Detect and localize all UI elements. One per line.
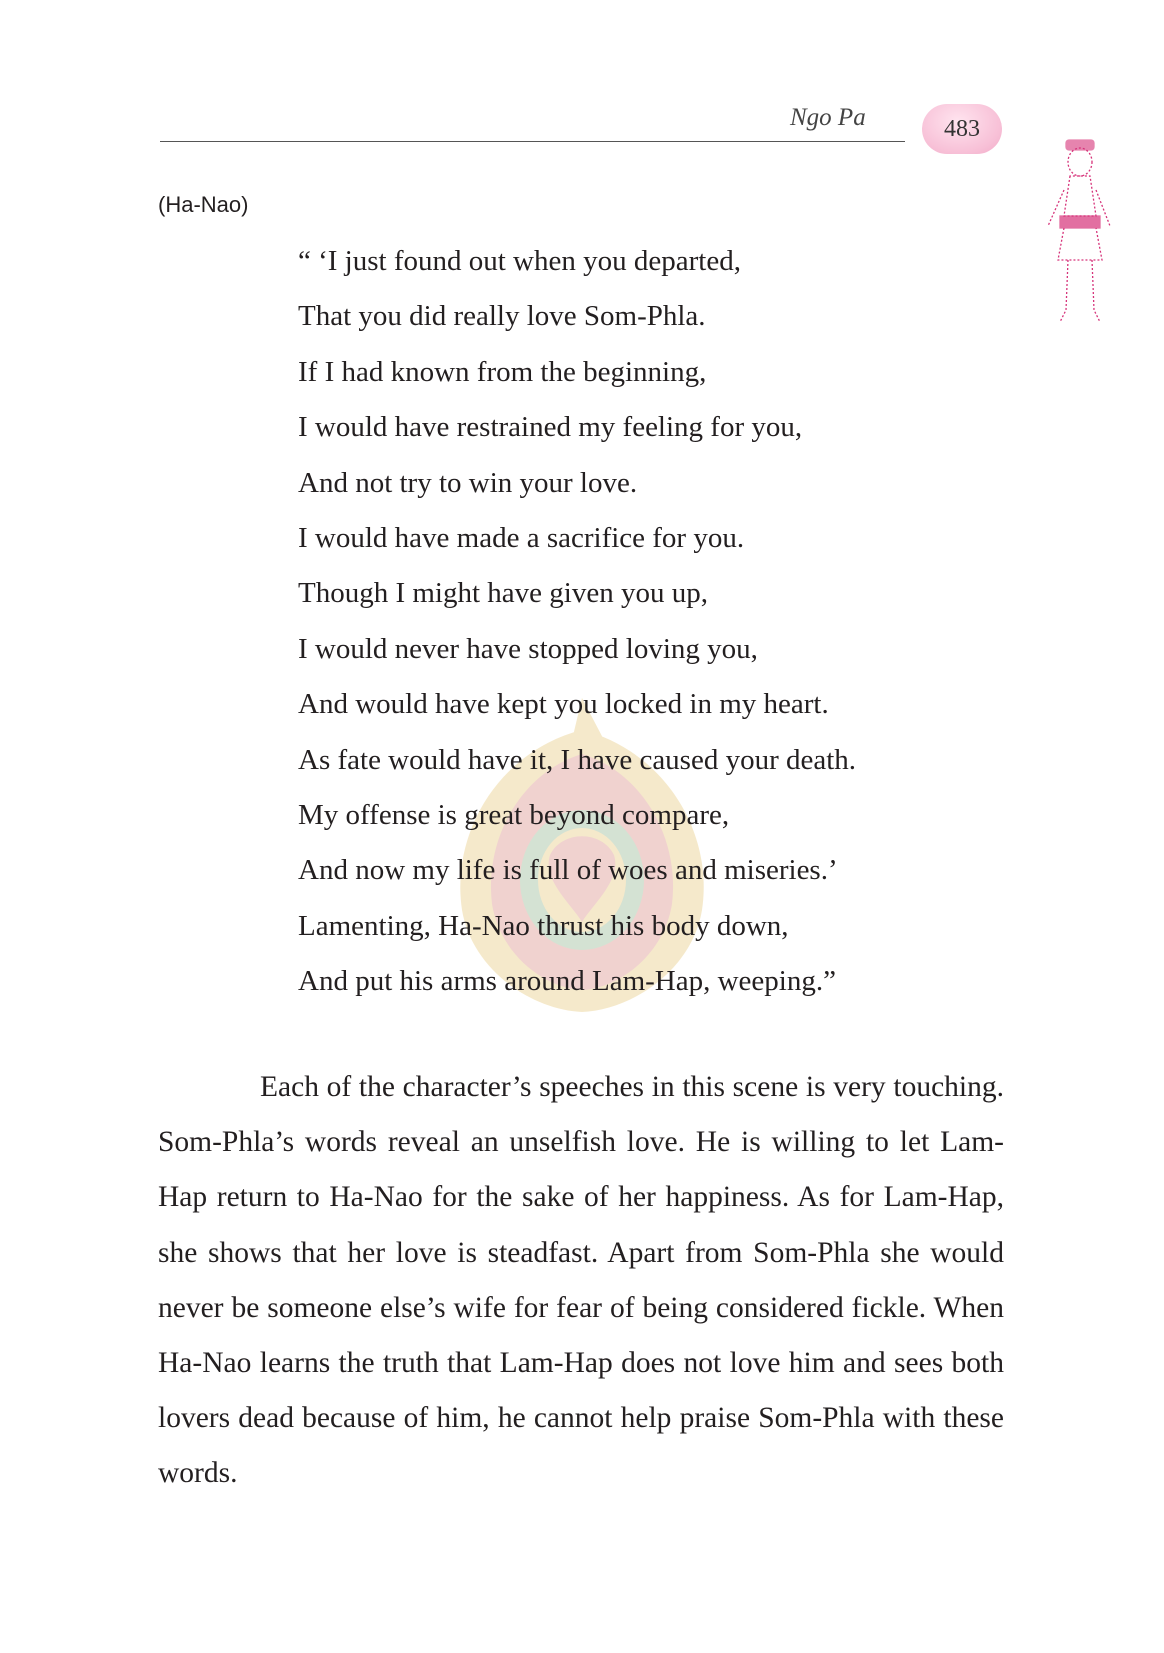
running-title: Ngo Pa [790,104,866,131]
verse-line: Though I might have given you up, [298,577,708,610]
verse-line: And now my life is full of woes and miseries.’ [298,854,838,887]
verse-line: My offense is great beyond compare, [298,799,730,832]
dancer-figure-icon [1040,130,1120,340]
page-number: 483 [944,115,980,142]
verse-line: I would have made a sacrifice for you. [298,522,745,555]
verse-line: I would never have stopped loving you, [298,632,758,665]
verse-line: And put his arms around Lam-Hap, weeping.” [298,965,836,998]
header-rule [160,141,905,142]
verse-line: As fate would have it, I have caused your death. [298,743,857,776]
verse-block [298,234,856,1010]
verse-line: That you did really love Som-Phla. [298,300,706,333]
verse-line: And would have kept you locked in my heart. [298,688,829,721]
speaker-label: (Ha-Nao) [158,192,249,217]
verse-line: I would have restrained my feeling for you, [298,411,803,444]
verse-line: And not try to win your love. [298,466,638,499]
verse-line: Lamenting, Ha-Nao thrust his body down, [298,909,789,942]
body-paragraph: Each of the character’s speeches in this scene is very touching. Som-Phla’s words reveal an unselfish love. He is willing to let Lam-Hap return to Ha-Nao for the sake of her happiness. As for Lam-Hap, she shows that her love is steadfast. Apart from Som-Phla she would never be someone else’s wife for fear of being considered fickle. When Ha-Nao learns the truth that Lam-Hap does not love him and sees both lovers dead because of him, he cannot help praise Som-Phla with these words. [158,1071,1004,1490]
verse-line: “ ‘I just found out when you departed, [298,245,741,277]
verse-line: If I had known from the beginning, [298,355,707,388]
page-number-badge [922,104,1002,154]
